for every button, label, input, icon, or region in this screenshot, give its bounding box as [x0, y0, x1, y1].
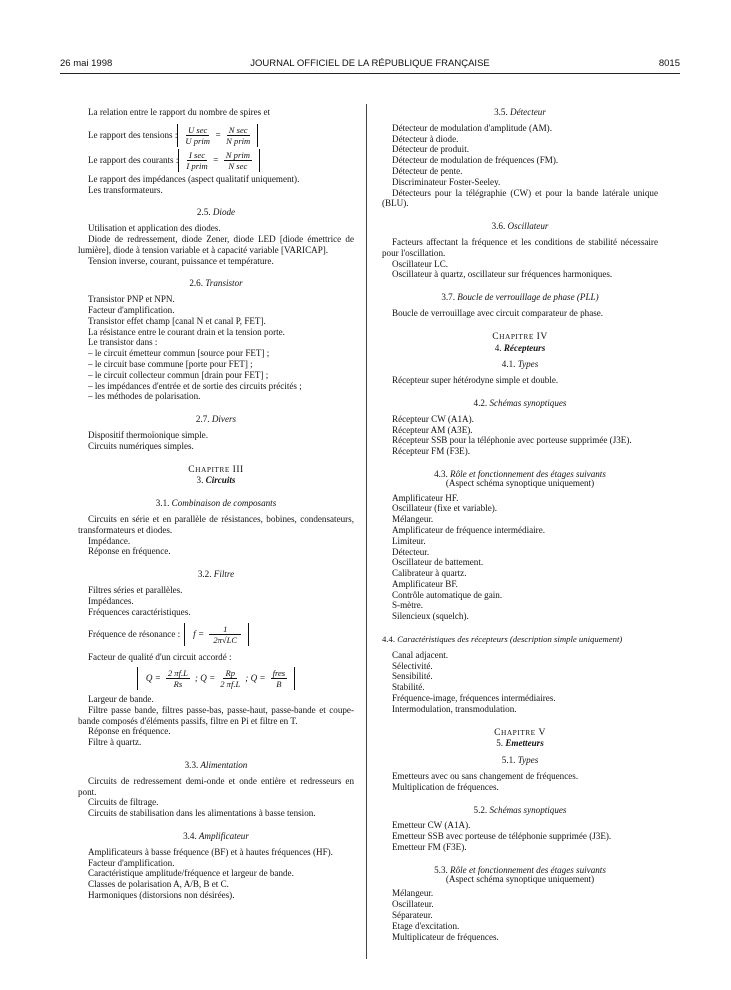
- section-heading: 3.7. Boucle de verrouillage de phase (PLL): [441, 292, 599, 303]
- formula-quality: Q = $\frac{2 \pi f.L}{Rs}$ ; Q = $\frac{Rp}{2 \pi f.L}$ ; Q = $\frac{\text{fres}}{B}$: [78, 667, 354, 690]
- list-item: Amplificateur HF.: [392, 492, 459, 503]
- section-heading: 3.2. Filtre: [197, 569, 235, 580]
- section-subheading: (Aspect schéma synoptique uniquement): [445, 477, 595, 488]
- text-line: Filtre à quartz.: [88, 737, 142, 748]
- text-line: Les transformateurs.: [88, 184, 163, 195]
- text-line: Caractéristique amplitude/fréquence et largeur de bande.: [88, 868, 294, 879]
- formula-resonance: Fréquence de résonance : f = $\frac{1}{2\pi√LC}$: [78, 623, 354, 646]
- text-line: Circuits numériques simples.: [88, 440, 194, 451]
- text-line: Emetteur CW (A1A).: [392, 820, 471, 831]
- list-item: Mélangeur.: [392, 888, 434, 899]
- text-line: Diode de redressement, diode Zener, diode LED [diode émettrice de lumière], diode à tension variable et à capacité variable [VARICAP].: [78, 233, 354, 255]
- text-line: Oscillateur LC.: [392, 258, 449, 269]
- list-item: Oscillateur de battement.: [392, 557, 484, 568]
- section-subheading: (Aspect schéma synoptique uniquement): [445, 873, 595, 884]
- list-item: S-mètre.: [392, 600, 424, 611]
- text-line: Emetteur FM (F3E).: [392, 842, 467, 853]
- list-item: Détecteur.: [392, 546, 430, 557]
- chapter-heading: CHAPITRE IV: [492, 330, 548, 342]
- text-line: Récepteur FM (F3E).: [392, 446, 471, 457]
- chapter-heading: CHAPITRE V: [494, 726, 546, 738]
- list-item: Amplificateur de fréquence intermédiaire.: [392, 524, 545, 535]
- chapter-title: 4. Récepteurs: [494, 342, 546, 353]
- list-item: Séparateur.: [392, 910, 433, 921]
- text-line: Le rapport des impédances (aspect qualitatif uniquement).: [88, 173, 300, 184]
- list-item: – les impédances d'entrée et de sortie des circuits précités ;: [88, 380, 302, 391]
- text-line: Transistor effet champ [canal N et canal P, FET].: [88, 315, 266, 326]
- section-heading: 3.4. Amplificateur: [183, 831, 249, 842]
- text-line: Facteurs affectant la fréquence et les conditions de stabilité nécessaire pour l'oscillation.: [382, 236, 658, 258]
- text-line: Largeur de bande.: [88, 694, 154, 705]
- list-item: Limiteur.: [392, 535, 426, 546]
- header-title: JOURNAL OFFICIEL DE LA RÉPUBLIQUE FRANÇAISE: [250, 58, 490, 69]
- section-heading: 5.1. Types: [501, 755, 539, 766]
- text-line: Récepteur super hétérodyne simple et double.: [392, 375, 559, 386]
- section-heading: 5.2. Schémas synoptiques: [473, 804, 567, 815]
- header-rule: [60, 73, 680, 74]
- formula-courant: Le rapport des courants : $\frac{\text{I sec}}{\text{I prim}}$ = $\frac{\text{N prim}}{\text{N sec}}$: [78, 149, 354, 172]
- section-heading: 2.6. Transistor: [189, 278, 243, 289]
- text-line: Détecteur de pente.: [392, 165, 463, 176]
- column-divider: [366, 104, 367, 959]
- text-line: Circuits de filtrage.: [88, 797, 159, 808]
- text-line: Dispositif thermoïonique simple.: [88, 429, 208, 440]
- list-item: Fréquence-image, fréquences intermédiaires.: [392, 693, 556, 704]
- chapter-title: 3. Circuits: [196, 475, 236, 486]
- list-item: – le circuit base commune [porte pour FET] ;: [88, 358, 253, 369]
- list-item: Amplificateur BF.: [392, 578, 458, 589]
- page-header: [60, 58, 680, 72]
- text-line: Transistor PNP et NPN.: [88, 294, 175, 305]
- text-line: Filtre passe bande, filtres passe-bas, passe-haut, passe-bande et coupe-bande composés d'éléments passifs, filtre en Pi et filtre en T.: [78, 704, 354, 726]
- text-line: Boucle de verrouillage avec circuit comparateur de phase.: [392, 307, 604, 318]
- text-line: Récepteur CW (A1A).: [392, 413, 474, 424]
- text-line: Impédance.: [88, 535, 131, 546]
- header-date: 26 mai 1998: [60, 58, 113, 69]
- text-line: Filtres séries et parallèles.: [88, 584, 183, 595]
- text-line: Discriminateur Foster-Seeley.: [392, 176, 501, 187]
- list-item: – le circuit émetteur commun [source pour FET] ;: [88, 348, 270, 359]
- list-item: Oscillateur (fixe et variable).: [392, 503, 498, 514]
- section-heading: 4.3. Rôle et fonctionnement des étages suivants: [434, 468, 606, 479]
- list-item: Intermodulation, transmodulation.: [392, 703, 517, 714]
- header-page-number: 8015: [658, 58, 680, 69]
- text-line: Détecteur de modulation d'amplitude (AM).: [392, 122, 552, 133]
- list-item: – le circuit collecteur commun [drain pour FET] ;: [88, 369, 269, 380]
- text-line: Multiplication de fréquences.: [392, 781, 499, 792]
- list-item: Canal adjacent.: [392, 649, 449, 660]
- list-item: Calibrateur à quartz.: [392, 568, 467, 579]
- text-line: Détecteurs pour la télégraphie (CW) et pour la bande latérale unique (BLU).: [382, 187, 658, 209]
- text-line: Oscillateur à quartz, oscillateur sur fréquences harmoniques.: [392, 269, 613, 280]
- text-line: Réponse en fréquence.: [88, 546, 171, 557]
- chapter-heading: CHAPITRE III: [188, 463, 244, 475]
- list-item: Silencieux (squelch).: [392, 611, 469, 622]
- section-heading: 3.3. Alimentation: [184, 760, 248, 771]
- intro-text: La relation entre le rapport du nombre de spires et: [88, 107, 271, 117]
- text-line: Circuits en série et en parallèle de résistances, bobines, condensateurs, transformateurs et diodes.: [78, 513, 354, 535]
- section-heading: 4.2. Schémas synoptiques: [473, 397, 567, 408]
- text-line: Harmoniques (distorsions non désirées).: [88, 890, 235, 901]
- list-item: – les méthodes de polarisation.: [88, 391, 201, 402]
- section-heading: 3.1. Combinaison de composants: [155, 498, 277, 509]
- section-heading: 5.3. Rôle et fonctionnement des étages suivants: [434, 864, 606, 875]
- formula-label: Le rapport des courants :: [88, 154, 179, 165]
- text-line: Récepteur AM (A3E).: [392, 424, 473, 435]
- list-item: Sensibilité.: [392, 671, 433, 682]
- text-line: Tension inverse, courant, puissance et température.: [88, 255, 274, 266]
- text-line: Récepteur SSB pour la téléphonie avec porteuse supprimée (J3E).: [392, 435, 632, 446]
- text-line: Utilisation et application des diodes.: [88, 223, 221, 234]
- section-heading: 3.5. Détecteur: [494, 107, 546, 117]
- text-line: Circuits de redressement demi-onde et onde entière et redresseurs en pont.: [78, 775, 354, 797]
- list-item: Multiplicateur de fréquences.: [392, 931, 499, 942]
- right-column: [382, 107, 658, 942]
- text-line: Détecteur de produit.: [392, 144, 470, 155]
- text-line: Le transistor dans :: [88, 337, 158, 348]
- text-line: Fréquences caractéristiques.: [88, 606, 191, 617]
- left-column: [78, 107, 354, 901]
- list-item: Mélangeur.: [392, 514, 434, 525]
- text-line: Détecteur de modulation de fréquences (FM).: [392, 155, 559, 166]
- formula-tension: Le rapport des tensions : $\frac{\text{U sec}}{\text{U prim}}$ = $\frac{\text{N sec}}{\text{N prim}}$: [78, 124, 354, 147]
- text-line: Facteur d'amplification.: [88, 857, 175, 868]
- section-heading: 3.6. Oscillateur: [491, 221, 549, 232]
- section-heading: 4.1. Types: [501, 359, 539, 370]
- list-item: Etage d'excitation.: [392, 920, 460, 931]
- text-line: Réponse en fréquence.: [88, 726, 171, 737]
- text-line: Détecteur à diode.: [392, 133, 459, 144]
- section-heading: 2.7. Divers: [195, 414, 237, 425]
- chapter-title: 5. Emetteurs: [496, 738, 544, 749]
- text-line: Classes de polarisation A, A/B, B et C.: [88, 879, 229, 890]
- section-heading: 4.4. Caractéristiques des récepteurs (description simple uniquement): [382, 634, 623, 645]
- formula-label: Fréquence de résonance :: [88, 629, 181, 640]
- text-line: Facteur de qualité d'un circuit accordé :: [88, 652, 232, 663]
- list-item: Stabilité.: [392, 682, 425, 693]
- text-line: Circuits de stabilisation dans les alimentations à basse tension.: [88, 808, 316, 819]
- text-line: Amplificateurs à basse fréquence (BF) et à hautes fréquences (HF).: [88, 846, 333, 857]
- text-line: Emetteurs avec ou sans changement de fréquences.: [392, 771, 579, 782]
- list-item: Contrôle automatique de gain.: [392, 589, 503, 600]
- list-item: Sélectivité.: [392, 660, 433, 671]
- text-line: Emetteur SSB avec porteuse de téléphonie supprimée (J3E).: [392, 831, 612, 842]
- formula-label: Le rapport des tensions :: [88, 129, 178, 140]
- list-item: Oscillateur.: [392, 899, 434, 910]
- section-heading: 2.5. Diode: [196, 207, 236, 218]
- text-line: Impédances.: [88, 595, 134, 606]
- text-line: La résistance entre le courant drain et la tension porte.: [88, 326, 285, 337]
- text-line: Facteur d'amplification.: [88, 304, 175, 315]
